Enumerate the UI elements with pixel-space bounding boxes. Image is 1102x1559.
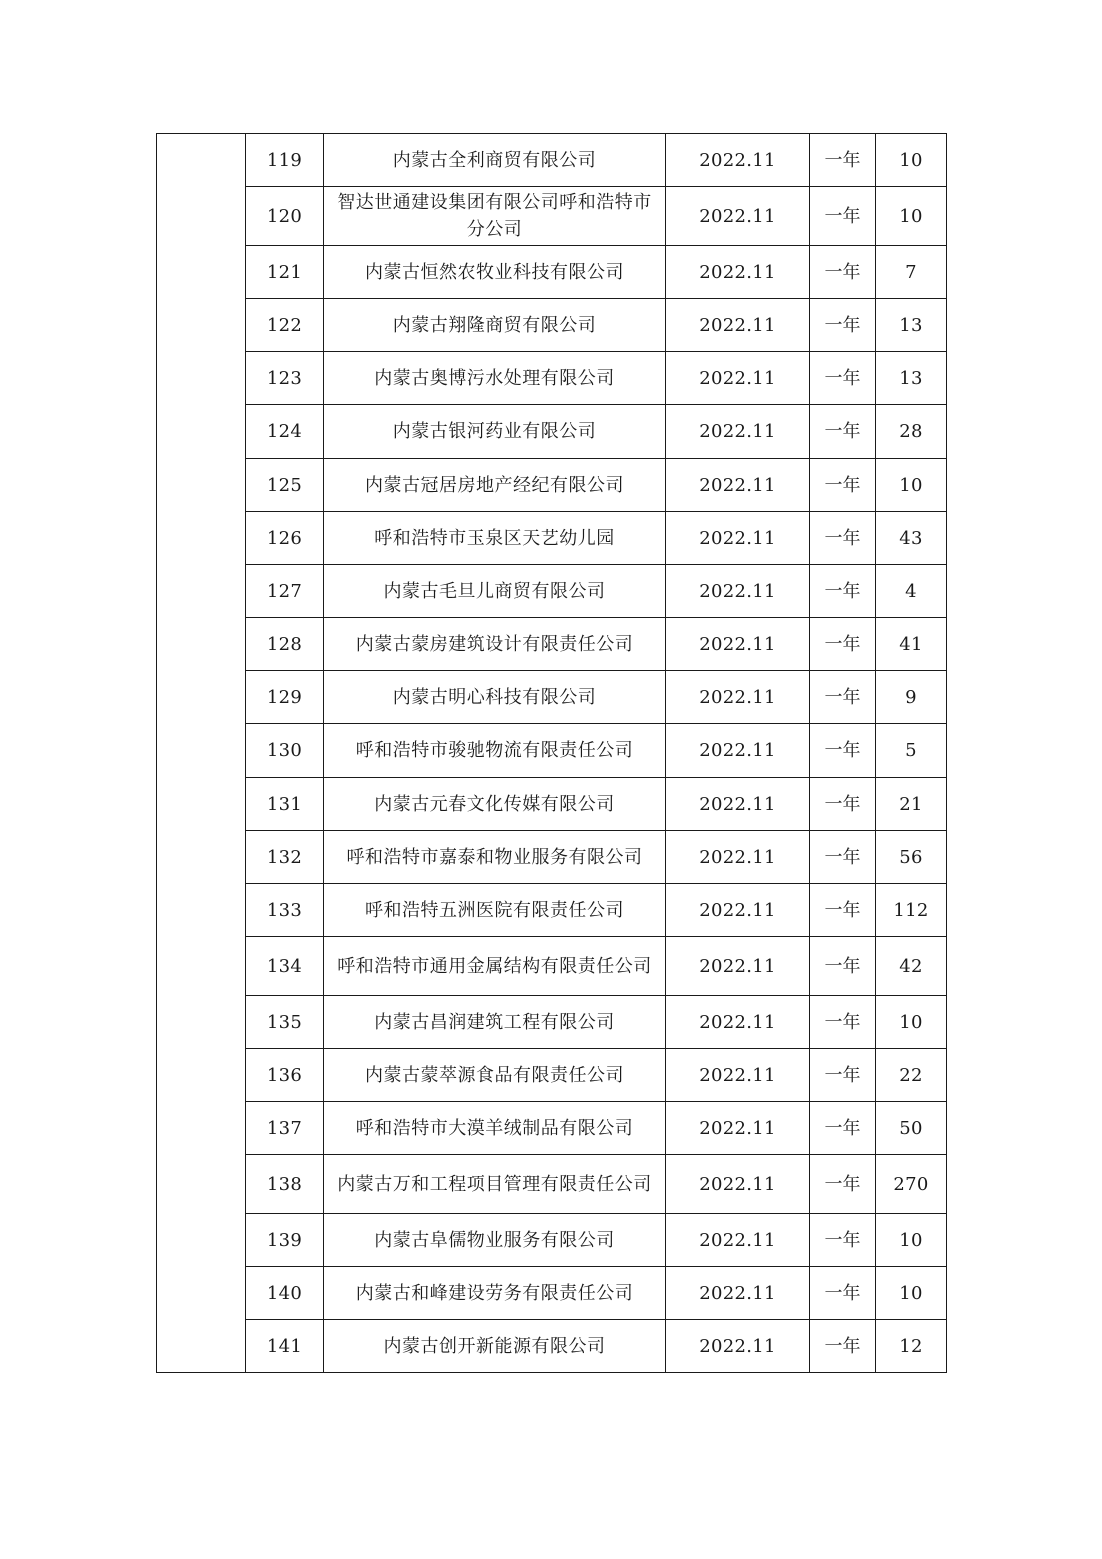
company-name-cell: 内蒙古明心科技有限公司 [324, 671, 666, 724]
date-cell: 2022.11 [666, 1267, 810, 1320]
company-name-cell: 呼和浩特市大漠羊绒制品有限公司 [324, 1102, 666, 1155]
table-row [157, 1267, 947, 1320]
term-cell: 一年 [810, 1320, 876, 1373]
table-row [157, 884, 947, 937]
count-cell: 13 [876, 299, 947, 352]
row-number-cell: 131 [246, 778, 324, 831]
term-cell: 一年 [810, 831, 876, 884]
term-cell: 一年 [810, 405, 876, 459]
table-row [157, 831, 947, 884]
count-cell: 42 [876, 937, 947, 996]
table-row [157, 134, 947, 187]
table-row [157, 1102, 947, 1155]
count-cell: 7 [876, 246, 947, 299]
count-cell: 13 [876, 352, 947, 405]
table-row [157, 459, 947, 512]
row-number-cell: 124 [246, 405, 324, 459]
term-cell: 一年 [810, 1102, 876, 1155]
date-cell: 2022.11 [666, 1214, 810, 1267]
date-cell: 2022.11 [666, 1155, 810, 1214]
company-name-cell: 内蒙古毛旦儿商贸有限公司 [324, 565, 666, 618]
date-cell: 2022.11 [666, 299, 810, 352]
date-cell: 2022.11 [666, 937, 810, 996]
table-row [157, 671, 947, 724]
count-cell: 112 [876, 884, 947, 937]
company-name-cell: 内蒙古元春文化传媒有限公司 [324, 778, 666, 831]
date-cell: 2022.11 [666, 246, 810, 299]
table-row [157, 724, 947, 778]
count-cell: 28 [876, 405, 947, 459]
company-name-cell: 内蒙古蒙房建筑设计有限责任公司 [324, 618, 666, 671]
date-cell: 2022.11 [666, 459, 810, 512]
company-name-cell: 内蒙古恒然农牧业科技有限公司 [324, 246, 666, 299]
company-name-cell: 呼和浩特市通用金属结构有限责任公司 [324, 937, 666, 996]
count-cell: 9 [876, 671, 947, 724]
row-number-cell: 126 [246, 512, 324, 565]
company-name-cell: 内蒙古和峰建设劳务有限责任公司 [324, 1267, 666, 1320]
date-cell: 2022.11 [666, 618, 810, 671]
table-row [157, 1320, 947, 1373]
company-name-cell: 内蒙古全利商贸有限公司 [324, 134, 666, 187]
count-cell: 41 [876, 618, 947, 671]
table-row [157, 778, 947, 831]
term-cell: 一年 [810, 1155, 876, 1214]
company-name-cell: 呼和浩特市玉泉区天艺幼儿园 [324, 512, 666, 565]
company-name-cell: 内蒙古银河药业有限公司 [324, 405, 666, 459]
table-row [157, 1155, 947, 1214]
company-table [156, 133, 947, 1373]
term-cell: 一年 [810, 937, 876, 996]
date-cell: 2022.11 [666, 884, 810, 937]
date-cell: 2022.11 [666, 724, 810, 778]
company-name-cell: 内蒙古奥博污水处理有限公司 [324, 352, 666, 405]
company-name-cell: 呼和浩特五洲医院有限责任公司 [324, 884, 666, 937]
table-row [157, 937, 947, 996]
term-cell: 一年 [810, 134, 876, 187]
row-number-cell: 134 [246, 937, 324, 996]
row-number-cell: 140 [246, 1267, 324, 1320]
company-name-cell: 智达世通建设集团有限公司呼和浩特市分公司 [324, 187, 666, 246]
row-number-cell: 120 [246, 187, 324, 246]
row-number-cell: 128 [246, 618, 324, 671]
date-cell: 2022.11 [666, 405, 810, 459]
term-cell: 一年 [810, 724, 876, 778]
count-cell: 43 [876, 512, 947, 565]
count-cell: 4 [876, 565, 947, 618]
row-number-cell: 122 [246, 299, 324, 352]
company-name-cell: 内蒙古翔隆商贸有限公司 [324, 299, 666, 352]
date-cell: 2022.11 [666, 778, 810, 831]
term-cell: 一年 [810, 996, 876, 1049]
count-cell: 21 [876, 778, 947, 831]
count-cell: 10 [876, 134, 947, 187]
table-row [157, 512, 947, 565]
row-number-cell: 127 [246, 565, 324, 618]
merged-category-cell [157, 134, 246, 1373]
term-cell: 一年 [810, 352, 876, 405]
company-name-cell: 内蒙古万和工程项目管理有限责任公司 [324, 1155, 666, 1214]
company-name-cell: 内蒙古蒙萃源食品有限责任公司 [324, 1049, 666, 1102]
count-cell: 10 [876, 1267, 947, 1320]
term-cell: 一年 [810, 884, 876, 937]
table-row [157, 565, 947, 618]
company-name-cell: 内蒙古创开新能源有限公司 [324, 1320, 666, 1373]
count-cell: 10 [876, 996, 947, 1049]
row-number-cell: 123 [246, 352, 324, 405]
table-row [157, 618, 947, 671]
date-cell: 2022.11 [666, 1320, 810, 1373]
count-cell: 10 [876, 459, 947, 512]
term-cell: 一年 [810, 1049, 876, 1102]
term-cell: 一年 [810, 246, 876, 299]
table-row [157, 1049, 947, 1102]
term-cell: 一年 [810, 671, 876, 724]
count-cell: 22 [876, 1049, 947, 1102]
table-row [157, 246, 947, 299]
company-name-cell: 呼和浩特市骏驰物流有限责任公司 [324, 724, 666, 778]
count-cell: 50 [876, 1102, 947, 1155]
date-cell: 2022.11 [666, 671, 810, 724]
term-cell: 一年 [810, 565, 876, 618]
table-row [157, 352, 947, 405]
term-cell: 一年 [810, 1214, 876, 1267]
term-cell: 一年 [810, 459, 876, 512]
row-number-cell: 135 [246, 996, 324, 1049]
date-cell: 2022.11 [666, 512, 810, 565]
row-number-cell: 119 [246, 134, 324, 187]
date-cell: 2022.11 [666, 996, 810, 1049]
date-cell: 2022.11 [666, 1102, 810, 1155]
count-cell: 10 [876, 187, 947, 246]
row-number-cell: 129 [246, 671, 324, 724]
row-number-cell: 130 [246, 724, 324, 778]
row-number-cell: 137 [246, 1102, 324, 1155]
company-name-cell: 内蒙古昌润建筑工程有限公司 [324, 996, 666, 1049]
company-name-cell: 内蒙古阜儒物业服务有限公司 [324, 1214, 666, 1267]
row-number-cell: 141 [246, 1320, 324, 1373]
term-cell: 一年 [810, 187, 876, 246]
term-cell: 一年 [810, 512, 876, 565]
table-row [157, 996, 947, 1049]
term-cell: 一年 [810, 1267, 876, 1320]
count-cell: 10 [876, 1214, 947, 1267]
count-cell: 12 [876, 1320, 947, 1373]
count-cell: 56 [876, 831, 947, 884]
term-cell: 一年 [810, 299, 876, 352]
date-cell: 2022.11 [666, 831, 810, 884]
company-name-cell: 内蒙古冠居房地产经纪有限公司 [324, 459, 666, 512]
row-number-cell: 121 [246, 246, 324, 299]
table-row [157, 1214, 947, 1267]
row-number-cell: 138 [246, 1155, 324, 1214]
count-cell: 5 [876, 724, 947, 778]
row-number-cell: 132 [246, 831, 324, 884]
table-row [157, 187, 947, 246]
date-cell: 2022.11 [666, 352, 810, 405]
row-number-cell: 125 [246, 459, 324, 512]
date-cell: 2022.11 [666, 565, 810, 618]
date-cell: 2022.11 [666, 134, 810, 187]
term-cell: 一年 [810, 618, 876, 671]
table-row [157, 405, 947, 459]
table-row [157, 299, 947, 352]
term-cell: 一年 [810, 778, 876, 831]
row-number-cell: 139 [246, 1214, 324, 1267]
table-body [157, 134, 947, 1373]
count-cell: 270 [876, 1155, 947, 1214]
date-cell: 2022.11 [666, 1049, 810, 1102]
company-name-cell: 呼和浩特市嘉泰和物业服务有限公司 [324, 831, 666, 884]
row-number-cell: 136 [246, 1049, 324, 1102]
row-number-cell: 133 [246, 884, 324, 937]
date-cell: 2022.11 [666, 187, 810, 246]
